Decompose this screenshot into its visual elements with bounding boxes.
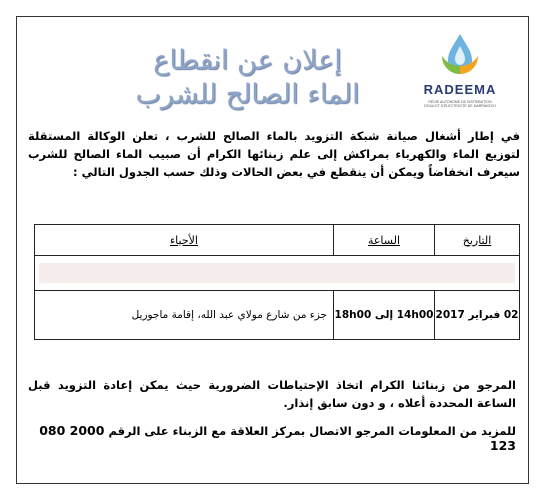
table-header-row: [35, 225, 520, 256]
cell-date: 02 فبراير 2017: [435, 291, 520, 340]
outage-schedule-table: [34, 224, 520, 340]
header-date: التاريخ: [435, 225, 520, 256]
contact-phone: 080 2000 123: [39, 423, 516, 453]
announcement-title: [95, 44, 400, 112]
precaution-notice: المرجو من زبنائنا الكرام اتخاذ الإحتياطات الضرورية حيث يمكن إعادة التزويد قبل الساعة المحددة أعلاه ، و دون سابق إنذار.: [28, 378, 516, 410]
header-neighborhoods: الأحياء: [35, 225, 334, 256]
contact-line: [28, 423, 516, 453]
header-time: الساعة: [334, 225, 435, 256]
title-line-1: إعلان عن انقطاع: [153, 45, 342, 76]
radeema-logo: [420, 32, 500, 120]
intro-paragraph: في إطار أشغال صيانة شبكة التزويد بالماء الصالح للشرب ، تعلن الوكالة المستقلة لتوزيع الماء والكهرباء بمراكش إلى علم زبنائها الكرام أن صبيب الماء الصالح للشرب سيعرف انخفاضاً ويمكن أن ينقطع في بعض الحالات وذلك حسب الجدول التالي :: [28, 129, 520, 179]
table-spacer: [35, 256, 520, 291]
title-line-2: الماء الصالح للشرب: [135, 79, 360, 110]
logo-name: RADEEMA: [423, 82, 497, 97]
cell-neighborhoods: جزء من شارع مولاي عبد الله، إقامة ماجوريل: [35, 291, 334, 340]
table-row: [35, 291, 520, 340]
logo-tagline: RÉGIE AUTONOME DE DISTRIBUTION D'EAU ET D'ÉLECTRICITÉ DE MARRAKECH: [424, 100, 496, 108]
table-spacer-row: [35, 256, 520, 291]
water-drop-logo-icon: [434, 32, 486, 80]
contact-text: للمزيد من المعلومات المرجو الاتصال بمركز العلاقة مع الزبناء على الرقم: [108, 424, 516, 438]
cell-time: 14h00 إلى 18h00: [334, 291, 435, 340]
